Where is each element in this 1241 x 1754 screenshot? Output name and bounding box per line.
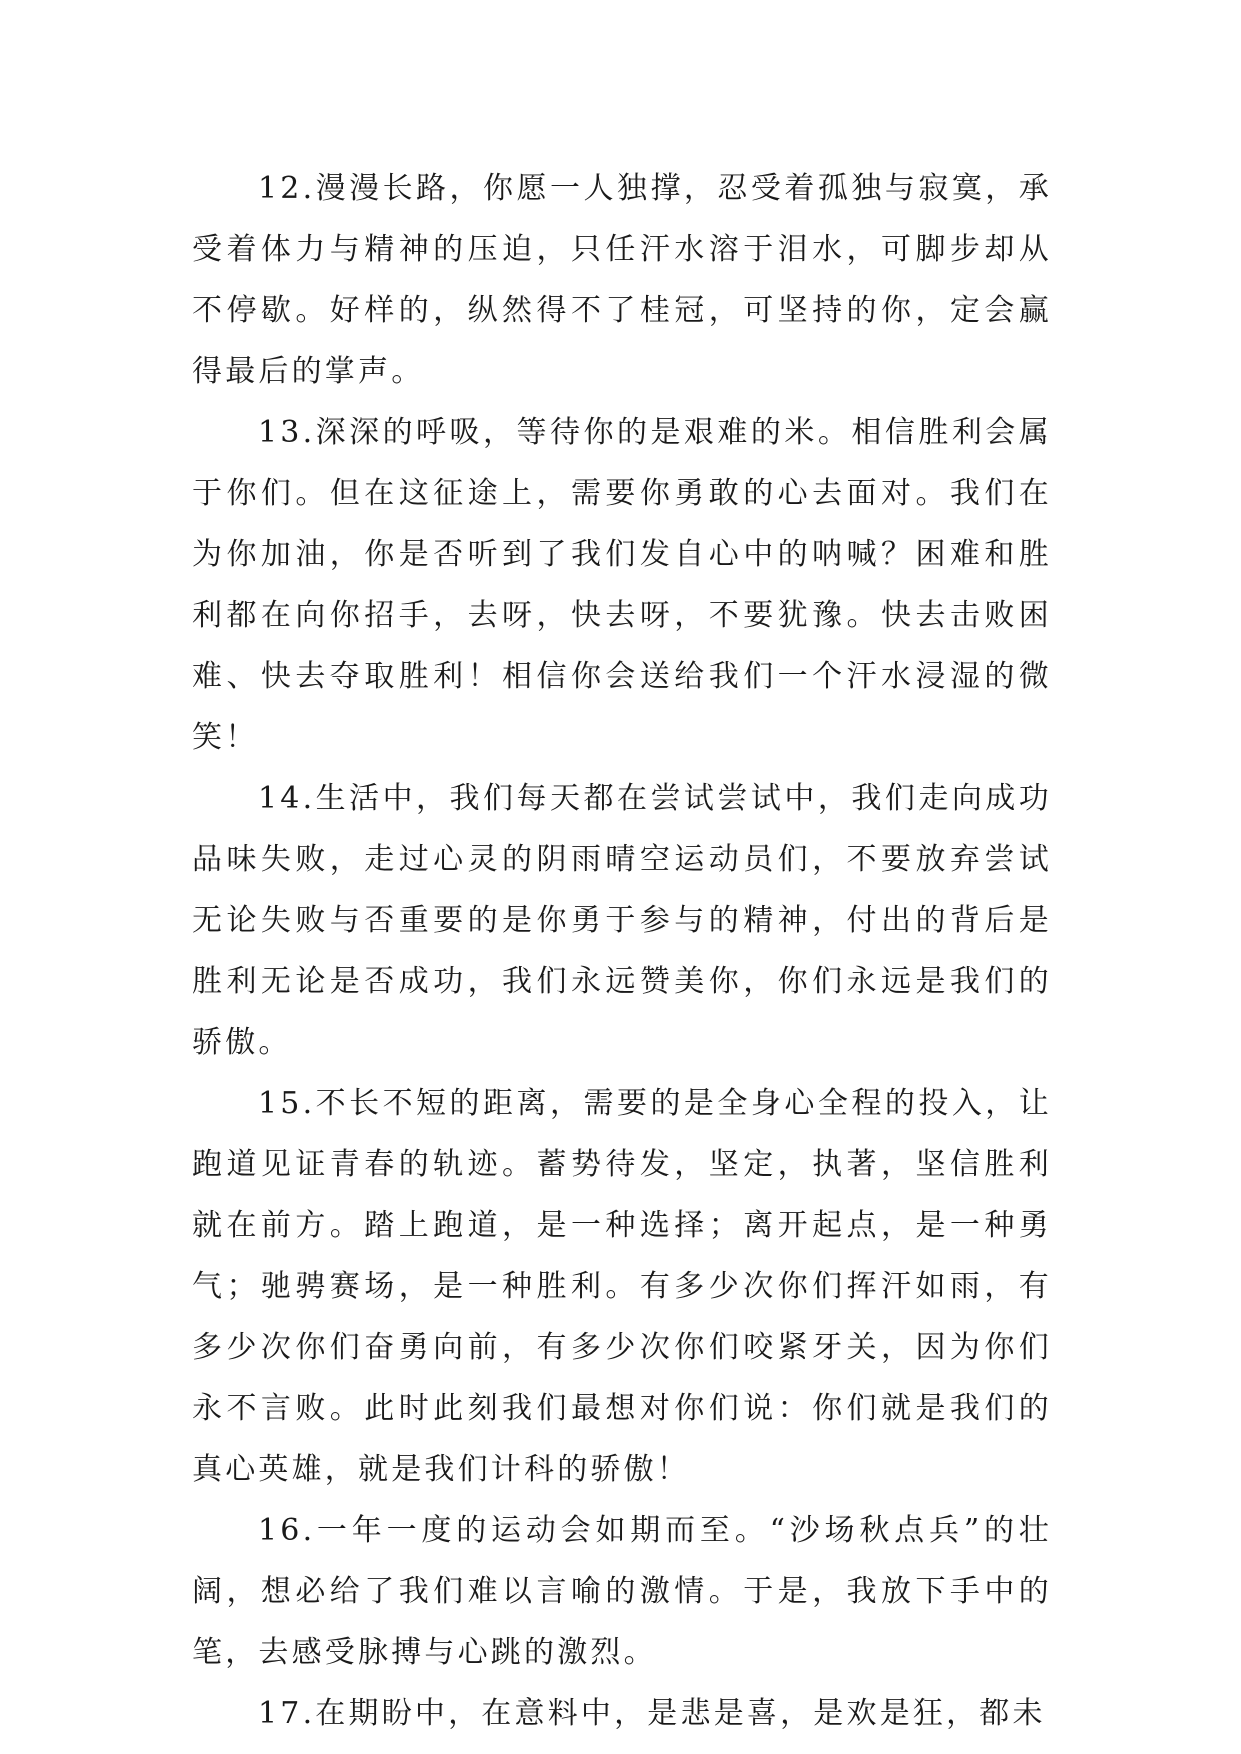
paragraph-15: 15.不长不短的距离，需要的是全身心全程的投入，让跑道见证青春的轨迹。蓄势待发，坚定，执著，坚信胜利就在前方。踏上跑道，是一种选择；离开起点，是一种勇气；驰骋赛场，是一种胜利。有多少次你们挥汗如雨，有多少次你们奋勇向前，有多少次你们咬紧牙关，因为你们永不言败。此时此刻我们最想对你们说：你们就是我们的真心英雄，就是我们计科的骄傲！ xyxy=(192,1086,1052,1487)
paragraph-13: 13.深深的呼吸，等待你的是艰难的米。相信胜利会属于你们。但在这征途上，需要你勇敢的心去面对。我们在为你加油，你是否听到了我们发自心中的呐喊？困难和胜利都在向你招手，去呀，快去呀，不要犹豫。快去击败困难、快去夺取胜利！相信你会送给我们一个汗水浸湿的微笑！ xyxy=(192,415,1052,755)
paragraph-16: 16.一年一度的运动会如期而至。“沙场秋点兵”的壮阔，想必给了我们难以言喻的激情。于是，我放下手中的笔，去感受脉搏与心跳的激烈。 xyxy=(192,1513,1052,1670)
paragraph-17: 17.在期盼中，在意料中，是悲是喜，是欢是狂，都未 xyxy=(258,1696,1046,1731)
paragraph-12: 12.漫漫长路，你愿一人独撑，忍受着孤独与寂寞，承受着体力与精神的压迫，只任汗水溶于泪水，可脚步却从不停歇。好样的，纵然得不了桂冠，可坚持的你，定会赢得最后的掌声。 xyxy=(192,171,1052,389)
paragraph-14: 14.生活中，我们每天都在尝试尝试中，我们走向成功品味失败，走过心灵的阴雨晴空运动员们，不要放弃尝试无论失败与否重要的是你勇于参与的精神，付出的背后是胜利无论是否成功，我们永远赞美你，你们永远是我们的骄傲。 xyxy=(192,781,1052,1060)
document-body xyxy=(192,158,1052,1744)
